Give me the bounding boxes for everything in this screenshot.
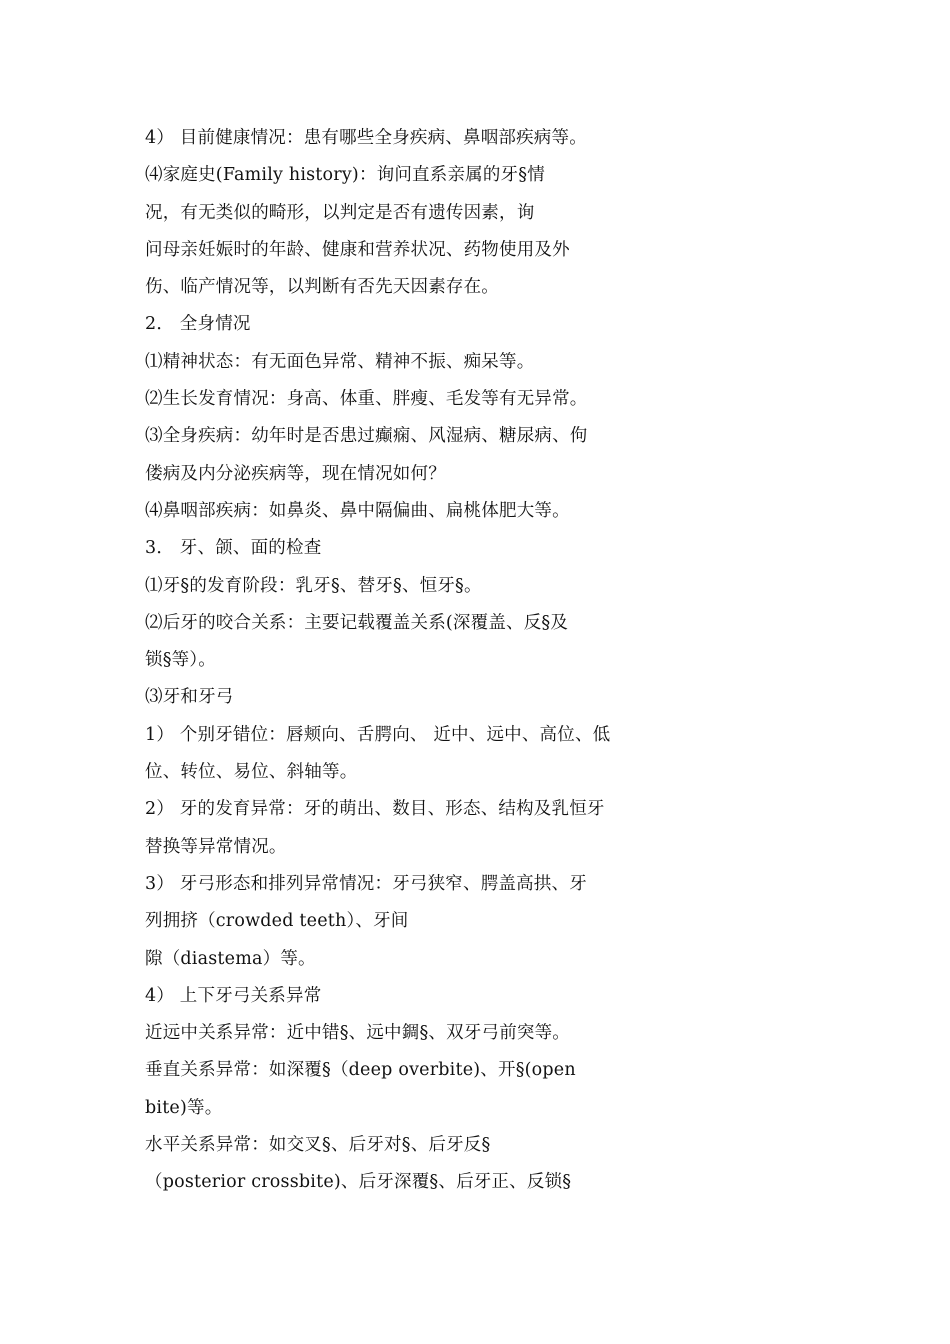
text-line: 替换等异常情况。 [145,836,287,857]
text-line: ⑴牙§的发育阶段：乳牙§、替牙§、恒牙§。 [145,575,482,596]
text-line: ⑵生长发育情况：身高、体重、胖瘦、毛发等有无异常。 [145,389,588,410]
section-heading: 2． 全身情况 [145,314,251,335]
text-line: 隙（diastema）等。 [145,948,316,969]
text-line: ⑴精神状态：有无面色异常、精神不振、痴呆等。 [145,351,535,372]
text-line: ⑶全身疾病：幼年时是否患过癫痫、风湿病、糖尿病、佝 [145,426,588,447]
text-line: bite)等。 [145,1097,223,1118]
text-line: 锁§等）。 [145,650,216,671]
text-line: 4） 目前健康情况：患有哪些全身疾病、鼻咽部疾病等。 [145,128,587,148]
text-line: 况，有无类似的畸形，以判定是否有遗传因素，询 [145,202,535,223]
text-line: ⑷家庭史(Family history)：询问直系亲属的牙§情 [145,165,545,186]
text-line: 位、转位、易位、斜轴等。 [145,762,358,783]
text-line: 偻病及内分泌疾病等，现在情况如何？ [145,463,446,484]
text-line: ⑷鼻咽部疾病：如鼻炎、鼻中隔偏曲、扁桃体肥大等。 [145,500,570,521]
text-line: 伤、临产情况等，以判断有否先天因素存在。 [145,277,499,298]
text-line: 2） 牙的发育异常：牙的萌出、数目、形态、结构及乳恒牙 [145,799,605,820]
text-line: ⑶牙和牙弓 [145,687,234,708]
text-line: 4） 上下牙弓关系异常 [145,985,322,1006]
text-line: 近远中关系异常：近中错§、远中錭§、双牙弓前突等。 [145,1023,570,1044]
text-line: （posterior crossbite)、后牙深覆§、后牙正、反锁§ [145,1172,572,1193]
text-line: 垂直关系异常：如深覆§（deep overbite)、开§(open [145,1060,576,1081]
section-heading: 3． 牙、颌、面的检查 [145,538,322,559]
body-text [145,120,625,1202]
text-line: 1） 个别牙错位：唇颊向、舌腭向、 近中、远中、高位、低 [145,724,611,745]
text-line: 水平关系异常：如交叉§、后牙对§、后牙反§ [145,1135,491,1156]
text-line: 列拥挤（crowded teeth）、牙间 [145,911,409,932]
text-line: 3） 牙弓形态和排列异常情况：牙弓狭窄、腭盖高拱、牙 [145,873,587,894]
text-line: ⑵后牙的咬合关系：主要记载覆盖关系(深覆盖、反§及 [145,612,569,633]
text-line: 问母亲妊娠时的年龄、健康和营养状况、药物使用及外 [145,239,570,260]
